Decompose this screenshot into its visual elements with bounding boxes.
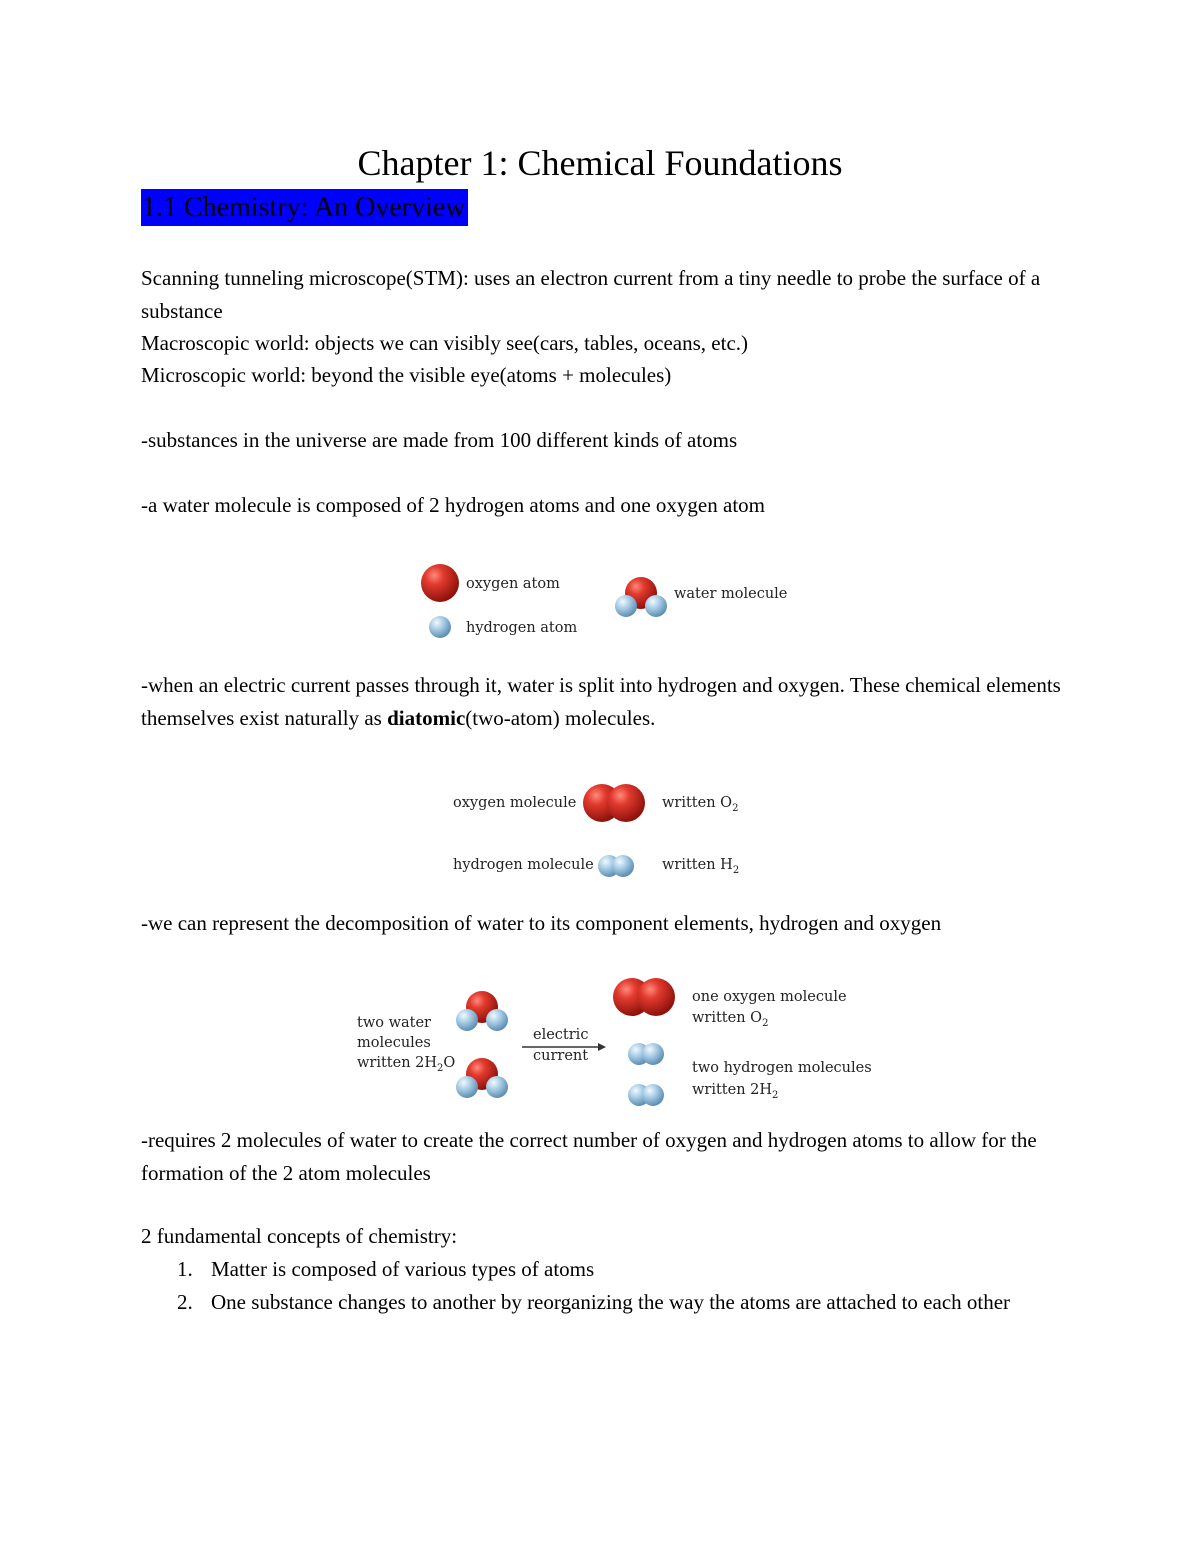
page-title: Chapter 1: Chemical Foundations bbox=[357, 143, 843, 183]
substances-paragraph: -substances in the universe are made from 100 different kinds of atoms bbox=[141, 428, 738, 452]
two-hydrogen-label-line1: two hydrogen molecules bbox=[692, 1060, 872, 1076]
hydrogen-molecule-label: hydrogen molecule bbox=[453, 857, 594, 873]
water-molecule-icon bbox=[614, 576, 668, 618]
list-item: 2. One substance changes to another by reorganizing the way the atoms are attached to each other bbox=[177, 1289, 1011, 1314]
hydrogen-atom-label: hydrogen atom bbox=[466, 620, 578, 636]
hydrogen-written-label: written $H_2$ bbox=[662, 857, 740, 876]
two-hydrogen-label-line2: written $2H_2$ bbox=[692, 1082, 779, 1101]
water-molecule-label: water molecule bbox=[674, 586, 788, 602]
oxygen-atom-icon bbox=[420, 563, 460, 603]
decomposition-paragraph: -we can represent the decomposition of water to its component elements, hydrogen and oxygen bbox=[141, 911, 942, 935]
requires-paragraph: -requires 2 molecules of water to create the correct number of oxygen and hydrogen atoms to allow for the formation of the 2 atom molecules bbox=[141, 1128, 1037, 1185]
hydrogen-molecule-icon bbox=[627, 1082, 665, 1108]
arrow-label-line2: current bbox=[533, 1048, 589, 1064]
microscopic-paragraph: Microscopic world: beyond the visible eye(atoms + molecules) bbox=[141, 363, 672, 387]
oxygen-molecule-icon bbox=[612, 976, 678, 1018]
one-oxygen-label-line2: written $O_2$ bbox=[692, 1010, 769, 1029]
two-water-label-line3: written $2H_2O$ bbox=[357, 1055, 456, 1074]
water-paragraph: -a water molecule is composed of 2 hydrogen atoms and one oxygen atom bbox=[141, 493, 765, 517]
oxygen-written-label: written $O_2$ bbox=[662, 795, 739, 814]
concepts-list bbox=[141, 1253, 1071, 1318]
arrow-label-line1: electric bbox=[533, 1027, 589, 1043]
two-water-label-line2: molecules bbox=[357, 1035, 431, 1051]
macroscopic-paragraph: Macroscopic world: objects we can visibly see(cars, tables, oceans, etc.) bbox=[141, 331, 749, 355]
hydrogen-molecule-icon bbox=[597, 853, 635, 879]
hydrogen-molecule-icon bbox=[627, 1041, 665, 1067]
concepts-intro: 2 fundamental concepts of chemistry: bbox=[141, 1224, 458, 1248]
water-molecule-icon bbox=[455, 990, 509, 1032]
section-heading: 1.1 Chemistry: An Overview bbox=[141, 189, 468, 226]
water-molecule-icon bbox=[455, 1057, 509, 1099]
diatomic-term: diatomic bbox=[387, 705, 466, 730]
oxygen-molecule-label: oxygen molecule bbox=[453, 795, 577, 811]
two-water-label-line1: two water bbox=[357, 1015, 431, 1031]
electric-paragraph: -when an electric current passes through it, water is split into hydrogen and oxygen. These chemical elements themselves exist naturally as diatomic(two-atom) molecules. bbox=[141, 673, 1061, 730]
oxygen-atom-label: oxygen atom bbox=[466, 576, 560, 592]
oxygen-molecule-icon bbox=[582, 782, 648, 824]
one-oxygen-label-line1: one oxygen molecule bbox=[692, 989, 847, 1005]
list-item: 1. Matter is composed of various types of atoms bbox=[177, 1257, 595, 1281]
hydrogen-atom-icon bbox=[428, 615, 452, 639]
stm-paragraph: Scanning tunneling microscope(STM): uses an electron current from a tiny needle to probe the surface of a substance bbox=[141, 266, 1041, 323]
